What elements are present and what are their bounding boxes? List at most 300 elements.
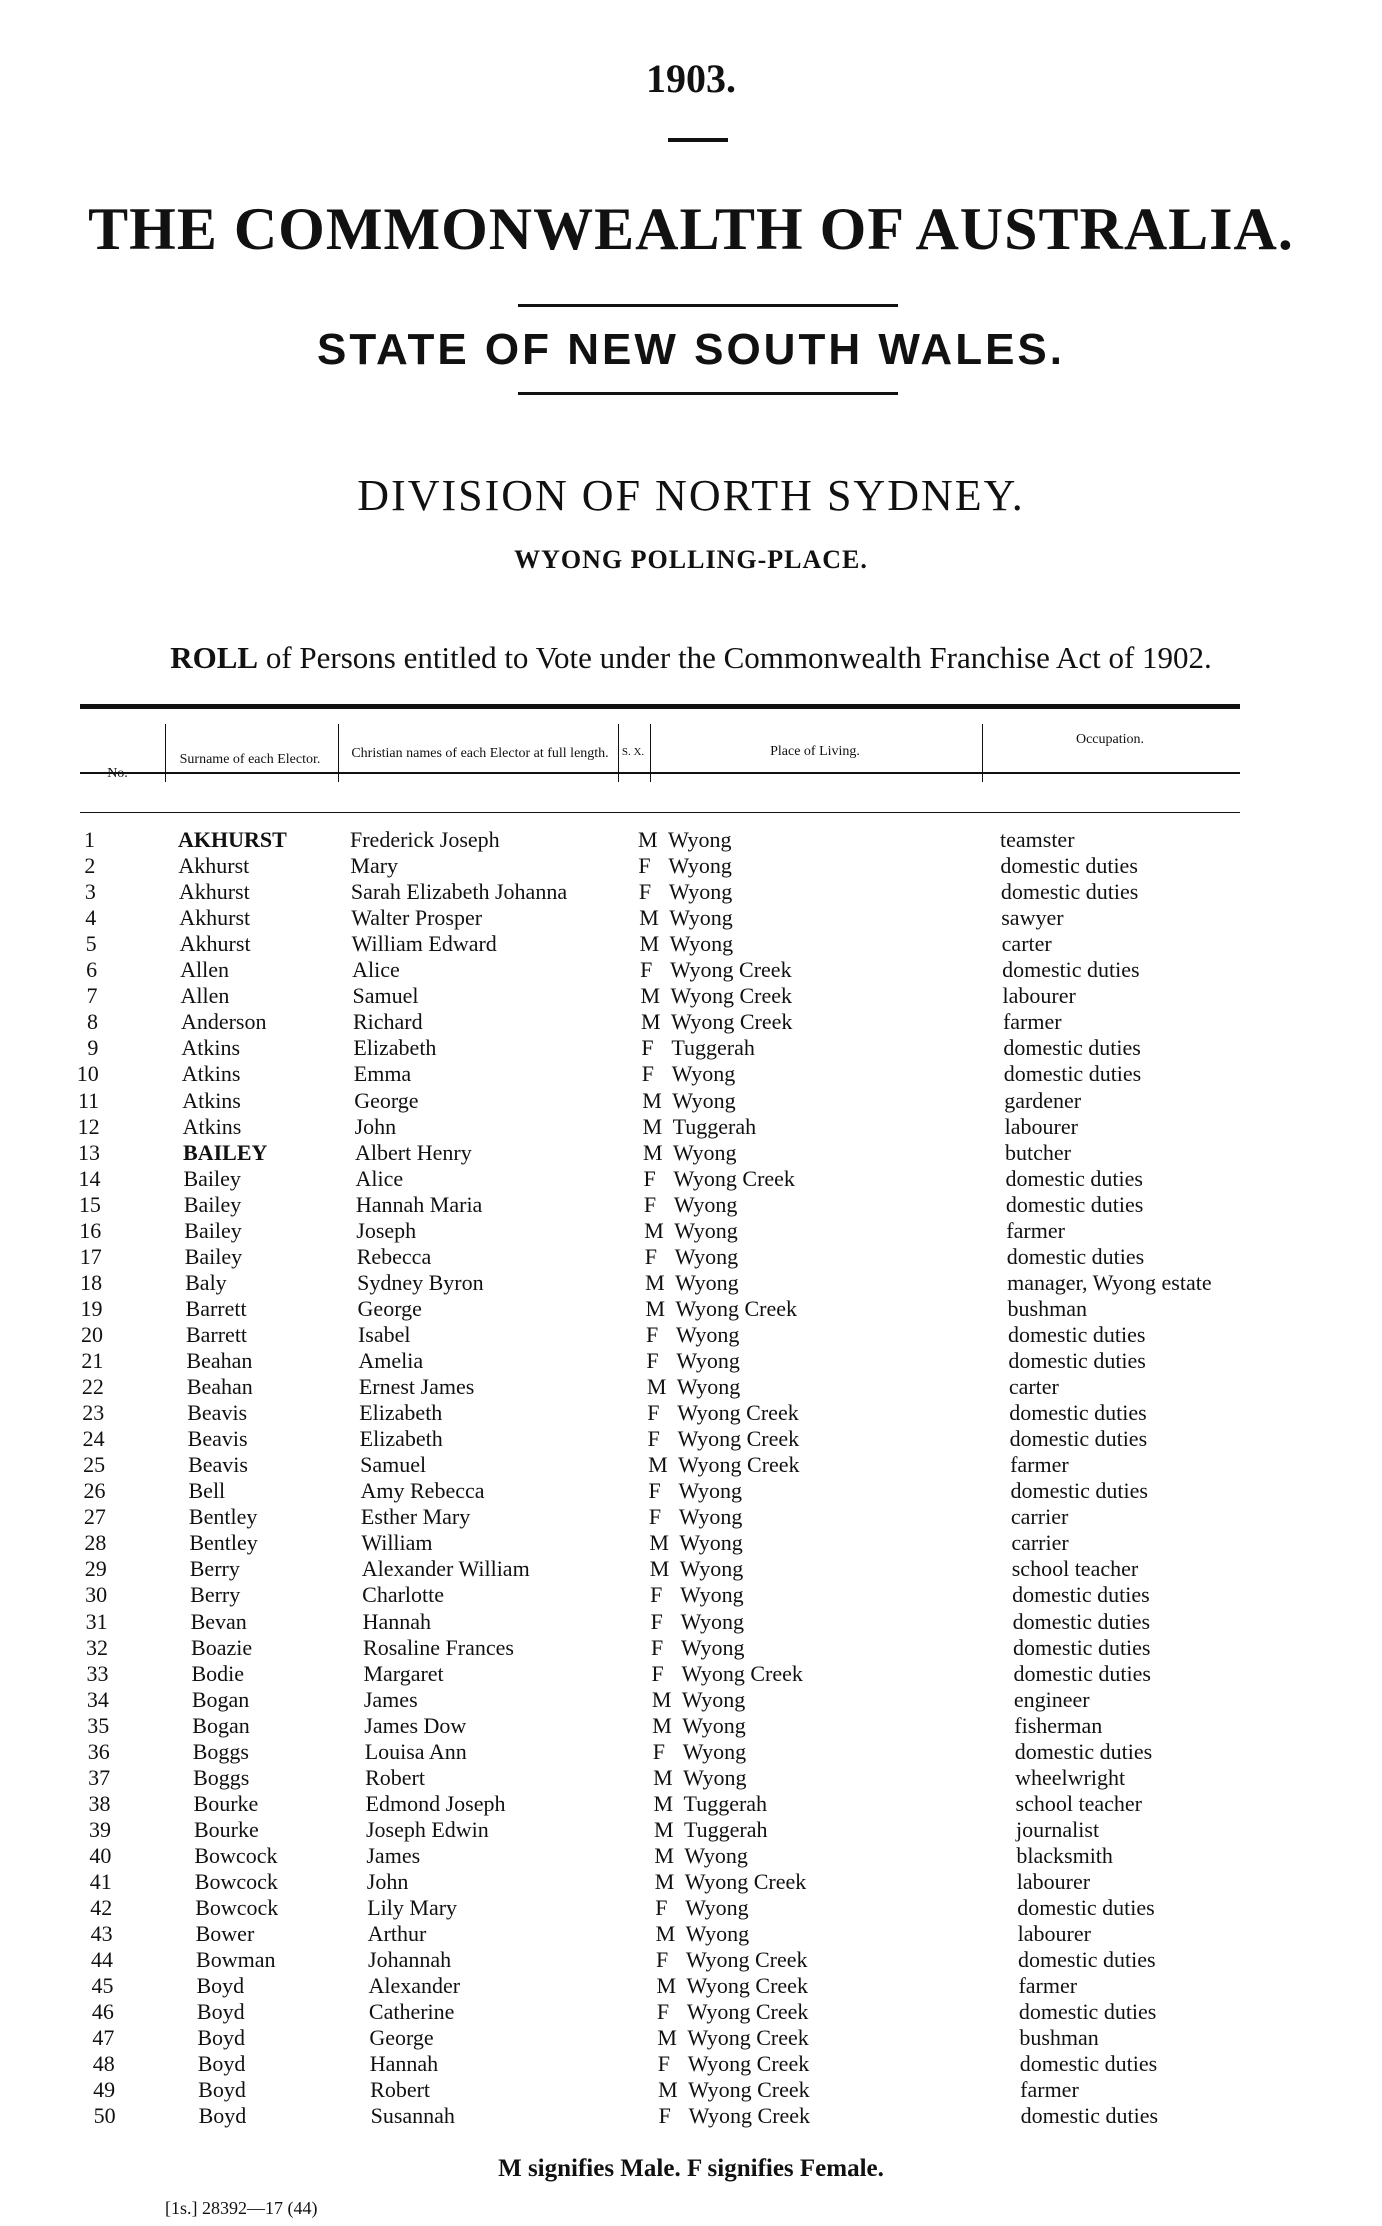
elector-place: Wyong <box>669 931 734 957</box>
elector-christian-names: Amelia <box>358 1348 424 1373</box>
elector-place: Wyong <box>676 1348 740 1373</box>
elector-number: 46 <box>91 1999 114 2025</box>
table-row <box>0 931 1382 957</box>
elector-christian-names: Robert <box>365 1764 425 1790</box>
elector-sex: M <box>649 1556 670 1582</box>
elector-occupation: domestic duties <box>1007 1321 1146 1347</box>
elector-number: 21 <box>81 1348 104 1373</box>
elector-sex: F <box>647 1400 660 1426</box>
elector-number: 8 <box>86 1009 98 1035</box>
elector-sex: M <box>642 1087 662 1113</box>
elector-occupation: domestic duties <box>1008 1348 1146 1373</box>
elector-sex: M <box>640 983 661 1009</box>
elector-place: Wyong <box>674 1243 739 1269</box>
elector-surname: Bowman <box>196 1947 276 1973</box>
elector-christian-names: Catherine <box>368 1999 455 2025</box>
elector-christian-names: William <box>361 1530 433 1556</box>
elector-christian-names: Arthur <box>367 1921 427 1947</box>
elector-place: Wyong <box>675 1321 740 1347</box>
elector-surname: Boazie <box>191 1634 253 1660</box>
elector-occupation: labourer <box>1002 983 1076 1009</box>
table-body-rule <box>80 812 1240 813</box>
elector-occupation: domestic duties <box>1005 1191 1144 1217</box>
elector-christian-names: Louisa Ann <box>364 1738 467 1764</box>
elector-sex: F <box>657 2051 670 2077</box>
table-row <box>0 957 1382 983</box>
elector-number: 5 <box>85 931 97 957</box>
elector-christian-names: Ernest James <box>358 1374 475 1400</box>
elector-christian-names: Sarah Elizabeth Johanna <box>350 879 568 905</box>
divider-rule <box>668 138 728 142</box>
table-row <box>0 1582 1382 1608</box>
elector-christian-names: William Edward <box>351 931 497 957</box>
table-row <box>0 1947 1382 1973</box>
table-row <box>0 1322 1382 1348</box>
elector-surname: Atkins <box>182 1087 241 1113</box>
elector-occupation: domestic duties <box>1000 853 1138 879</box>
elector-place: Wyong <box>684 1842 748 1868</box>
elector-place: Wyong Creek <box>688 2103 811 2129</box>
elector-place: Wyong Creek <box>688 2077 810 2103</box>
elector-christian-names: Alice <box>355 1165 404 1191</box>
elector-christian-names: Samuel <box>352 983 419 1009</box>
elector-occupation: domestic duties <box>1017 1895 1155 1921</box>
elector-place: Wyong Creek <box>677 1426 800 1452</box>
elector-occupation: domestic duties <box>1010 1478 1148 1504</box>
elector-number: 33 <box>86 1660 109 1686</box>
elector-sex: F <box>651 1634 664 1660</box>
column-header-sex: S. X. <box>621 746 645 758</box>
elector-place: Wyong <box>685 1895 749 1921</box>
elector-sex: M <box>652 1712 672 1738</box>
elector-surname: Bentley <box>189 1530 258 1556</box>
elector-occupation: farmer <box>1010 1452 1069 1478</box>
elector-number: 18 <box>80 1269 103 1295</box>
elector-christian-names: Mary <box>350 853 399 879</box>
elector-christian-names: Margaret <box>363 1660 444 1686</box>
table-row <box>0 879 1382 905</box>
elector-place: Wyong <box>679 1556 744 1582</box>
elector-number: 31 <box>85 1608 108 1634</box>
elector-surname: Boyd <box>198 2077 246 2103</box>
table-row <box>0 1765 1382 1791</box>
elector-occupation: domestic duties <box>1019 2051 1158 2077</box>
elector-occupation: bushman <box>1007 1295 1087 1321</box>
elector-sex: F <box>656 1999 670 2025</box>
table-row <box>0 1061 1382 1087</box>
table-row <box>0 1869 1382 1895</box>
table-row <box>0 1843 1382 1869</box>
elector-christian-names: Joseph Edwin <box>365 1816 489 1842</box>
elector-number: 49 <box>93 2077 116 2103</box>
elector-number: 34 <box>86 1686 109 1712</box>
elector-sex: M <box>654 1869 675 1894</box>
elector-surname: Bodie <box>191 1660 244 1686</box>
elector-christian-names: Elizabeth <box>359 1400 443 1426</box>
elector-sex: M <box>644 1217 664 1243</box>
page-title: THE COMMONWEALTH OF AUSTRALIA. <box>88 196 1294 262</box>
elector-number: 25 <box>83 1452 106 1478</box>
elector-surname: Beahan <box>186 1374 253 1400</box>
elector-number: 47 <box>92 2025 115 2051</box>
elector-number: 37 <box>88 1764 111 1790</box>
elector-place: Wyong <box>669 905 733 931</box>
elector-surname: Bailey <box>183 1165 241 1191</box>
elector-place: Wyong <box>674 1217 738 1243</box>
elector-christian-names: Frederick Joseph <box>350 827 500 852</box>
table-row <box>0 1791 1382 1817</box>
elector-christian-names: Lily Mary <box>367 1895 458 1921</box>
elector-place: Wyong <box>675 1269 739 1295</box>
table-row <box>0 1556 1382 1582</box>
table-row <box>0 1999 1382 2025</box>
elector-occupation: carrier <box>1010 1504 1069 1530</box>
elector-sex: F <box>638 853 651 879</box>
elector-place: Wyong <box>682 1712 746 1738</box>
table-row <box>0 827 1382 853</box>
elector-sex: F <box>650 1582 663 1608</box>
table-row <box>0 1426 1382 1452</box>
elector-place: Wyong <box>681 1686 746 1712</box>
elector-sex: M <box>651 1686 672 1712</box>
year-heading: 1903. <box>646 56 736 101</box>
elector-occupation: domestic duties <box>1002 957 1140 983</box>
elector-sex: F <box>648 1504 662 1530</box>
elector-number: 4 <box>85 905 97 931</box>
elector-number: 3 <box>84 879 96 905</box>
column-header-no <box>90 766 145 782</box>
elector-sex: F <box>645 1321 659 1347</box>
table-row <box>0 1687 1382 1713</box>
elector-place: Tuggerah <box>672 1113 757 1139</box>
elector-sex: M <box>646 1374 667 1400</box>
elector-christian-names: Hannah <box>369 2051 439 2077</box>
elector-number: 39 <box>88 1816 111 1842</box>
elector-place: Wyong Creek <box>670 957 792 983</box>
elector-sex: M <box>657 2025 677 2051</box>
elector-christian-names: Joseph <box>356 1217 417 1243</box>
elector-surname: Boyd <box>198 2103 247 2129</box>
elector-number: 16 <box>79 1217 102 1243</box>
elector-christian-names: Esther Mary <box>360 1504 471 1530</box>
table-row <box>0 1817 1382 1843</box>
elector-surname: Bogan <box>192 1712 250 1738</box>
elector-occupation: bushman <box>1019 2025 1099 2051</box>
elector-number: 20 <box>80 1321 103 1347</box>
elector-place: Wyong <box>671 1061 736 1087</box>
print-reference: [1s.] 28392—17 (44) <box>165 2198 318 2218</box>
elector-number: 13 <box>78 1139 101 1165</box>
table-row <box>0 1635 1382 1661</box>
elector-christian-names: Susannah <box>370 2103 455 2129</box>
elector-occupation: labourer <box>1004 1113 1078 1139</box>
elector-surname: Bowcock <box>195 1895 279 1921</box>
divider-rule <box>518 392 898 395</box>
table-row <box>0 1478 1382 1504</box>
table-row <box>0 853 1382 879</box>
elector-christian-names: Richard <box>352 1009 423 1035</box>
elector-occupation: gardener <box>1004 1087 1082 1113</box>
elector-number: 9 <box>87 1035 99 1061</box>
elector-surname: Atkins <box>181 1035 241 1061</box>
table-top-rule <box>80 704 1240 709</box>
elector-occupation: domestic duties <box>1006 1243 1145 1269</box>
elector-surname: Akhurst <box>178 879 250 905</box>
elector-place: Tuggerah <box>683 1816 768 1842</box>
elector-surname: Bentley <box>188 1504 258 1530</box>
table-row <box>0 1895 1382 1921</box>
elector-christian-names: Elizabeth <box>359 1426 443 1452</box>
elector-surname: Bailey <box>184 1243 243 1269</box>
elector-christian-names: Hannah <box>362 1608 432 1634</box>
table-row <box>0 2103 1382 2129</box>
table-row <box>0 1374 1382 1400</box>
elector-sex: F <box>648 1478 661 1504</box>
elector-place: Wyong Creek <box>675 1295 798 1321</box>
elector-sex: M <box>655 1921 676 1947</box>
elector-place: Wyong <box>676 1374 741 1400</box>
elector-occupation: farmer <box>1002 1009 1062 1035</box>
table-row <box>0 1270 1382 1296</box>
elector-christian-names: John <box>366 1869 409 1894</box>
elector-surname: Bailey <box>183 1191 242 1217</box>
elector-occupation: domestic duties <box>1000 879 1139 905</box>
elector-surname: Anderson <box>180 1009 267 1035</box>
elector-surname: Baly <box>185 1269 227 1295</box>
elector-occupation: domestic duties <box>1003 1035 1141 1061</box>
elector-number: 41 <box>89 1869 112 1894</box>
elector-number: 24 <box>82 1426 105 1452</box>
elector-number: 6 <box>86 957 98 983</box>
elector-surname: Boggs <box>193 1764 250 1790</box>
elector-sex: M <box>653 1790 674 1816</box>
table-row <box>0 1452 1382 1478</box>
elector-sex: M <box>640 1009 661 1035</box>
elector-christian-names: Samuel <box>360 1452 427 1478</box>
elector-number: 48 <box>92 2051 115 2077</box>
elector-surname: Boyd <box>196 1973 245 1999</box>
table-row <box>0 1504 1382 1530</box>
elector-occupation: sawyer <box>1001 905 1064 931</box>
elector-place: Wyong <box>680 1582 744 1608</box>
elector-sex: F <box>638 879 652 905</box>
elector-occupation: domestic duties <box>1003 1061 1142 1087</box>
elector-occupation: domestic duties <box>1012 1582 1150 1608</box>
elector-sex: F <box>647 1426 660 1452</box>
elector-number: 7 <box>86 983 98 1009</box>
elector-occupation: teamster <box>1000 827 1075 852</box>
elector-place: Wyong <box>680 1608 745 1634</box>
elector-christian-names: George <box>354 1087 419 1113</box>
table-row <box>0 2077 1382 2103</box>
elector-christian-names: Alice <box>352 957 400 983</box>
elector-number: 50 <box>93 2103 116 2129</box>
elector-sex: F <box>643 1165 656 1191</box>
elector-sex: M <box>653 1816 674 1842</box>
elector-occupation: blacksmith <box>1016 1842 1113 1868</box>
elector-occupation: domestic duties <box>1020 2103 1159 2129</box>
elector-place: Wyong <box>673 1139 737 1165</box>
table-row <box>0 1218 1382 1244</box>
elector-surname: Beavis <box>188 1452 248 1478</box>
elector-number: 22 <box>81 1374 104 1400</box>
elector-occupation: butcher <box>1005 1139 1071 1165</box>
elector-sex: F <box>640 957 653 983</box>
elector-christian-names: Walter Prosper <box>351 905 483 931</box>
elector-sex: M <box>658 2077 678 2103</box>
table-row <box>0 1921 1382 1947</box>
elector-occupation: farmer <box>1020 2077 1079 2103</box>
elector-occupation: domestic duties <box>1018 1947 1156 1973</box>
elector-place: Wyong <box>668 827 732 852</box>
elector-occupation: school teacher <box>1011 1556 1139 1582</box>
elector-place: Wyong <box>678 1478 742 1504</box>
elector-number: 42 <box>90 1895 113 1921</box>
elector-place: Wyong Creek <box>678 1452 800 1478</box>
elector-place: Wyong <box>683 1764 747 1790</box>
elector-christian-names: Albert Henry <box>355 1139 472 1165</box>
elector-place: Tuggerah <box>683 1790 768 1816</box>
elector-sex: F <box>641 1035 654 1061</box>
elector-christian-names: John <box>354 1113 397 1139</box>
elector-surname: Berry <box>189 1556 240 1582</box>
elector-surname: Bogan <box>191 1686 250 1712</box>
table-row <box>0 1739 1382 1765</box>
elector-place: Wyong <box>681 1634 745 1660</box>
state-heading: STATE OF NEW SOUTH WALES. <box>316 325 1066 374</box>
elector-surname: Akhurst <box>178 853 250 879</box>
elector-place: Wyong Creek <box>686 1973 808 1999</box>
elector-sex: M <box>648 1452 668 1478</box>
column-header-surname: Surname of each Elector. <box>179 752 321 767</box>
elector-surname: Bower <box>195 1921 255 1947</box>
elector-place: Wyong <box>685 1921 750 1947</box>
elector-sex: F <box>644 1243 657 1269</box>
elector-sex: M <box>638 827 658 852</box>
elector-place: Wyong Creek <box>681 1660 803 1686</box>
elector-occupation: manager, Wyong estate <box>1007 1269 1212 1295</box>
elector-number: 30 <box>85 1582 108 1608</box>
elector-number: 32 <box>86 1634 109 1660</box>
elector-sex: F <box>650 1608 663 1634</box>
elector-sex: F <box>656 1947 669 1973</box>
elector-occupation: domestic duties <box>1018 1999 1157 2025</box>
elector-sex: M <box>649 1530 669 1556</box>
elector-surname: Barrett <box>185 1295 247 1321</box>
elector-surname: Beavis <box>187 1426 248 1452</box>
table-row <box>0 1192 1382 1218</box>
elector-occupation: wheelwright <box>1015 1764 1126 1790</box>
elector-occupation: domestic duties <box>1009 1400 1147 1426</box>
table-row <box>0 1035 1382 1061</box>
elector-sex: M <box>645 1269 665 1295</box>
elector-occupation: domestic duties <box>1005 1165 1143 1191</box>
elector-surname: Beavis <box>187 1400 248 1426</box>
elector-sex: M <box>645 1295 666 1321</box>
elector-surname: Boggs <box>192 1738 249 1764</box>
elector-occupation: fisherman <box>1014 1712 1103 1738</box>
elector-occupation: domestic duties <box>1012 1608 1151 1634</box>
elector-place: Wyong <box>678 1504 743 1530</box>
elector-surname: Bailey <box>184 1217 242 1243</box>
elector-place: Wyong <box>673 1191 738 1217</box>
table-row <box>0 1661 1382 1687</box>
table-row <box>0 1166 1382 1192</box>
elector-occupation: labourer <box>1017 1921 1091 1947</box>
elector-christian-names: Elizabeth <box>353 1035 437 1061</box>
elector-christian-names: Robert <box>370 2077 431 2103</box>
elector-surname: Akhurst <box>179 905 251 931</box>
table-row <box>0 905 1382 931</box>
elector-sex: F <box>643 1191 657 1217</box>
table-row <box>0 1530 1382 1556</box>
elector-surname: BAILEY <box>183 1139 268 1165</box>
elector-christian-names: George <box>369 2025 434 2051</box>
elector-place: Wyong Creek <box>686 1999 809 2025</box>
elector-place: Wyong <box>668 853 732 879</box>
polling-place-heading: WYONG POLLING-PLACE. <box>514 545 868 574</box>
elector-place: Wyong <box>679 1530 743 1556</box>
roll-text: of Persons entitled to Vote under the Commonwealth Franchise Act of 1902. <box>265 640 1212 675</box>
elector-sex: M <box>639 931 660 957</box>
elector-surname: Atkins <box>182 1113 242 1139</box>
elector-christian-names: Alexander William <box>361 1556 530 1582</box>
column-header-place: Place of Living. <box>770 744 860 759</box>
elector-number: 14 <box>78 1165 101 1191</box>
elector-place: Wyong Creek <box>670 1009 793 1035</box>
elector-sex: F <box>651 1660 664 1686</box>
elector-surname: Atkins <box>181 1061 241 1087</box>
elector-occupation: farmer <box>1018 1973 1078 1999</box>
table-header-rule <box>80 772 1240 774</box>
elector-occupation: carter <box>1008 1374 1059 1400</box>
column-header-occupation: Occupation. <box>1075 732 1145 747</box>
table-row <box>0 983 1382 1009</box>
elector-christian-names: Alexander <box>368 1973 461 1999</box>
elector-surname: Bowcock <box>194 1842 278 1868</box>
elector-number: 26 <box>83 1478 106 1504</box>
elector-occupation: farmer <box>1006 1217 1065 1243</box>
table-row <box>0 1114 1382 1140</box>
elector-sex: F <box>652 1738 665 1764</box>
elector-surname: Akhurst <box>179 931 251 957</box>
elector-occupation: school teacher <box>1015 1790 1142 1816</box>
elector-number: 29 <box>84 1556 107 1582</box>
elector-christian-names: Rebecca <box>356 1243 432 1269</box>
elector-surname: Bourke <box>193 1790 259 1816</box>
elector-number: 10 <box>76 1061 99 1087</box>
elector-surname: Beahan <box>186 1348 253 1373</box>
table-row <box>0 1609 1382 1635</box>
elector-place: Tuggerah <box>671 1035 755 1061</box>
elector-surname: AKHURST <box>178 827 287 852</box>
elector-christian-names: James <box>363 1686 418 1712</box>
elector-christian-names: Johannah <box>368 1947 452 1973</box>
elector-occupation: domestic duties <box>1013 1634 1151 1660</box>
elector-number: 40 <box>89 1842 112 1868</box>
elector-christian-names: Sydney Byron <box>357 1269 484 1295</box>
elector-number: 35 <box>87 1712 110 1738</box>
roll-word: ROLL <box>170 640 259 675</box>
elector-sex: F <box>646 1348 659 1373</box>
elector-number: 44 <box>91 1947 114 1973</box>
elector-occupation: domestic duties <box>1013 1660 1151 1686</box>
elector-place: Wyong Creek <box>673 1165 795 1191</box>
elector-christian-names: James Dow <box>364 1712 467 1738</box>
table-row <box>0 1244 1382 1270</box>
table-row <box>0 1088 1382 1114</box>
elector-christian-names: Emma <box>353 1061 412 1087</box>
